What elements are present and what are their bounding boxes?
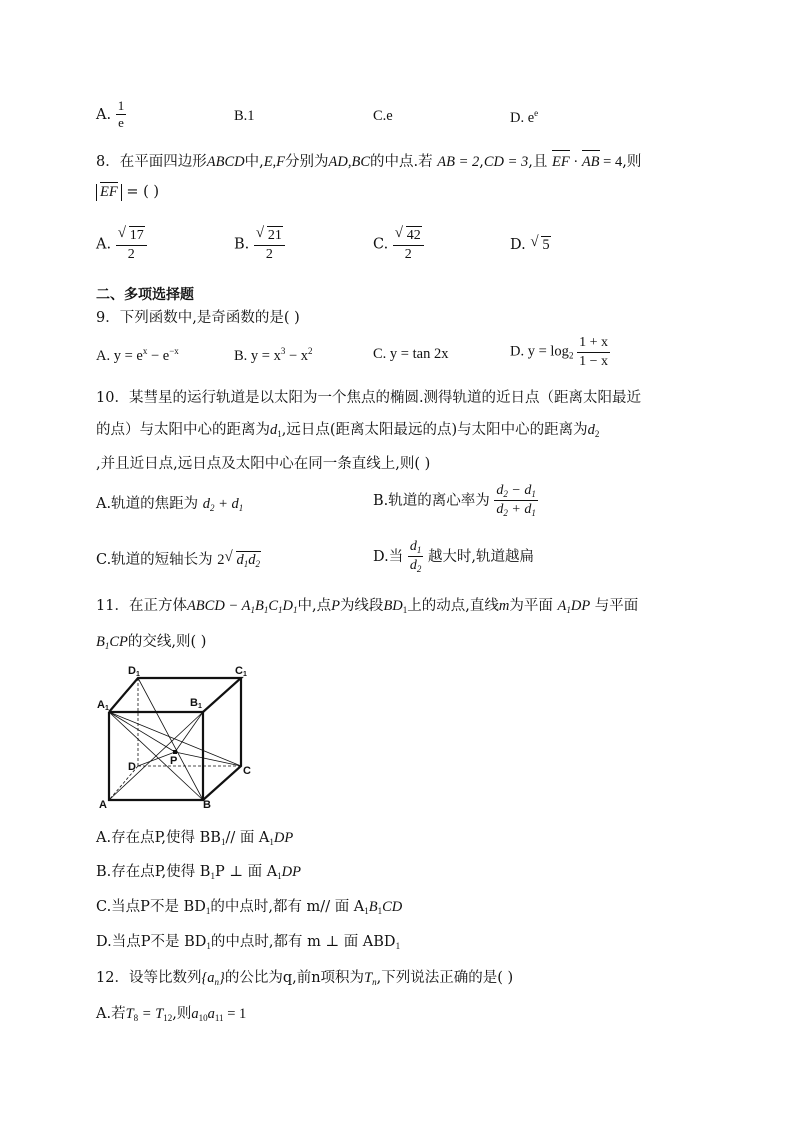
q8-b-rad: 21 bbox=[267, 228, 282, 243]
q11-option-a[interactable]: A.存在点P,使得 $BB_1//$ 面 $A_1DP$ bbox=[96, 830, 294, 847]
q10-c-rad: d bbox=[236, 552, 244, 568]
line-b1-p bbox=[175, 712, 203, 752]
q8-zhong: 中, bbox=[244, 154, 264, 170]
q12-a-eq1: = 1 bbox=[223, 1006, 247, 1022]
q8-abs-ef bbox=[96, 184, 122, 201]
q12-a-prod: a bbox=[191, 1006, 199, 1022]
q8-b-label: B. bbox=[234, 236, 250, 253]
label-d: D bbox=[128, 761, 136, 773]
q9-d-text: D. y = log bbox=[510, 343, 569, 360]
q11-l1d: 上的动点,直线 bbox=[407, 598, 499, 614]
label-d1: D1 bbox=[128, 665, 140, 678]
q8-d-sqrt bbox=[530, 236, 550, 254]
q10-c-text: C.轨道的短轴长为 bbox=[96, 552, 213, 568]
q12-l1b: 的公比为q,前n项积为 bbox=[224, 970, 365, 986]
q7-d-sup: e bbox=[534, 108, 539, 118]
q9-a-text: A. y = e bbox=[96, 348, 143, 364]
q11-cube-figure bbox=[95, 660, 255, 810]
q7-option-d[interactable] bbox=[510, 108, 538, 127]
q10-d-den: d bbox=[409, 558, 417, 574]
q8-c-label: C. bbox=[373, 236, 389, 253]
q8-fenbie: 分别为 bbox=[285, 154, 329, 170]
cube-top-edges bbox=[109, 678, 241, 712]
q10-d-post: 越大时,轨道越扁 bbox=[427, 548, 535, 565]
q11-l1b: 中,点 bbox=[297, 598, 332, 614]
q9-d-den: 1 − x bbox=[579, 353, 608, 369]
q8-d-label: D. bbox=[510, 237, 526, 253]
q8-c-rad: 42 bbox=[406, 228, 421, 243]
q12-stem bbox=[96, 966, 513, 987]
q11-option-d[interactable]: D.当点P不是 $BD_1$的中点时,都有 m ⊥ 面 $ABD_1$ bbox=[96, 934, 401, 951]
q11-l2-tail: 的交线,则( ) bbox=[127, 634, 207, 650]
q12-a-t12-sub: 12 bbox=[163, 1013, 173, 1023]
q7-a-fraction bbox=[116, 98, 127, 132]
q8-vec-ab-text: AB bbox=[581, 154, 600, 170]
q10-d-pre: D.当 bbox=[373, 548, 404, 565]
q12-a-p2: a bbox=[207, 1006, 215, 1022]
q9-option-b[interactable] bbox=[234, 346, 313, 365]
point-p bbox=[173, 750, 177, 754]
q8-a-label: A. bbox=[96, 236, 112, 253]
q8-option-d[interactable] bbox=[510, 236, 551, 254]
q12-a-text: A.若 bbox=[96, 1006, 126, 1022]
q8-a-den: 2 bbox=[127, 246, 135, 262]
line-a1-p bbox=[109, 712, 175, 752]
q10-option-b[interactable] bbox=[373, 482, 538, 520]
q10-d-frac: $\frac{d_1}{d_2}$ bbox=[409, 539, 422, 575]
q11-b-text: B.存在点P,使得 B bbox=[96, 864, 211, 880]
q9-b-text: B. y = x bbox=[234, 348, 281, 364]
label-p: P bbox=[170, 755, 178, 767]
q11-a1dp: A bbox=[557, 598, 567, 614]
q8-d-rad: 5 bbox=[542, 237, 550, 253]
q8-vector-ef bbox=[552, 154, 570, 171]
q11-d-text: D.当点P不是 BD bbox=[96, 934, 207, 950]
q8-a-rad: 17 bbox=[129, 228, 144, 243]
q11-b1cp: B bbox=[96, 634, 105, 650]
q8-midpoint: 的中点.若 bbox=[370, 154, 433, 170]
q8-abs-arrow bbox=[100, 182, 118, 183]
q8-option-c[interactable] bbox=[373, 226, 424, 263]
q11-m: m bbox=[498, 598, 510, 614]
q11-p: P bbox=[331, 598, 340, 614]
q9-d-sub: 2 bbox=[568, 350, 574, 361]
q8-b-frac bbox=[254, 226, 285, 263]
q11-b-tail: P ⊥ 面 A bbox=[214, 864, 278, 880]
q10-option-d[interactable] bbox=[373, 538, 534, 576]
q10-stem-line3: ,并且近日点,远日点及太阳中心在同一条直线上,则( ) bbox=[96, 456, 431, 472]
q8-eq4: = 4 bbox=[599, 154, 623, 170]
q11-cube: ABCD − $A_1B_1C_1D_1$ bbox=[186, 598, 298, 615]
q8-stem-line2 bbox=[96, 184, 159, 201]
q11-c-text: C.当点P不是 BD bbox=[96, 899, 206, 915]
q10-a-expr: $d_2 + d_1$ bbox=[202, 496, 244, 513]
q9-option-a[interactable] bbox=[96, 346, 179, 365]
q9-a-sup1: x bbox=[142, 346, 148, 356]
q12-a-eq: = T bbox=[138, 1006, 164, 1022]
q11-c-tail: 的中点时,都有 m// 面 A bbox=[210, 899, 365, 915]
label-b: B bbox=[203, 799, 211, 810]
q7-d-label: D. e bbox=[510, 110, 535, 126]
q12-l1a: 12．设等比数列 bbox=[96, 970, 202, 986]
q10-c-sqrt: √ $d_1d_2$ bbox=[225, 551, 262, 569]
section-multiple-choice-heading: 二、多项选择题 bbox=[96, 287, 194, 303]
q12-a-p3: 11 bbox=[214, 1013, 224, 1023]
q7-a-label: A. bbox=[96, 106, 112, 123]
q11-a-tail: // 面 A bbox=[225, 830, 270, 846]
q10-stem-line2: 的点）与太阳中心的距离为$d_1$,远日点(距离太阳最远的点)与太阳中心的距离为$d_2$ bbox=[96, 422, 600, 439]
q10-a-text: A.轨道的焦距为 bbox=[96, 496, 199, 512]
q8-abcd: ABCD bbox=[206, 154, 245, 170]
q8-cond1: AB = 2 bbox=[437, 154, 480, 170]
q10-b-num: d bbox=[496, 483, 504, 498]
q11-l1f: 与平面 bbox=[594, 598, 639, 614]
q11-stem-line2: $B_1CP$的交线,则( ) bbox=[96, 634, 207, 651]
q7-option-c[interactable]: C.e bbox=[373, 108, 393, 124]
q11-stem-line1: 11．在正方体ABCD − $A_1B_1C_1D_1$中,点P为线段$BD_1$上的动点,直线m为平面 $A_1DP$ 与平面 bbox=[96, 598, 639, 615]
q8-b-sqrt bbox=[256, 226, 283, 245]
q10-b-text: B.轨道的离心率为 bbox=[373, 492, 490, 509]
q8-vec-arrow-ef bbox=[552, 150, 570, 155]
q12-a-t8-sub: 8 bbox=[133, 1013, 139, 1023]
q7-a-den: e bbox=[118, 115, 124, 131]
q10-stem-line1: 10．某彗星的运行轨道是以太阳为一个焦点的椭圆.测得轨道的近日点（距离太阳最近 bbox=[96, 390, 642, 406]
q11-cube-text: ABCD − A bbox=[186, 598, 251, 614]
q8-prefix: 8．在平面四边形 bbox=[96, 154, 207, 170]
q8-tail: = ( ) bbox=[126, 184, 160, 200]
q11-l1e: 为平面 bbox=[509, 598, 553, 614]
q11-option-c[interactable]: C.当点P不是 $BD_1$的中点时,都有 m// 面 $A_1B_1CD$ bbox=[96, 899, 403, 916]
q8-vector-ab bbox=[582, 154, 600, 171]
q12-a-p1: 10 bbox=[198, 1013, 208, 1023]
q9-option-d[interactable] bbox=[510, 334, 610, 370]
q11-l1a: 11．在正方体 bbox=[96, 598, 187, 614]
q9-a-sup2: −x bbox=[169, 346, 179, 356]
q12-seq-sub: n bbox=[214, 977, 220, 987]
label-c1: C1 bbox=[235, 665, 247, 678]
q12-tn: T bbox=[364, 970, 373, 986]
q8-vec-arrow-ab bbox=[582, 150, 600, 155]
q9-a-mid: − e bbox=[147, 348, 170, 364]
q8-cond2: CD = 3 bbox=[483, 154, 529, 170]
q11-d-tail: 的中点时,都有 m ⊥ 面 ABD bbox=[210, 934, 396, 950]
q9-d-frac bbox=[577, 334, 610, 370]
q12-option-a[interactable] bbox=[96, 1002, 246, 1023]
q10-a-d2: d bbox=[202, 496, 210, 512]
q8-abs-ef-text: EF bbox=[100, 184, 118, 200]
q8-option-b[interactable] bbox=[234, 226, 285, 263]
q12-tn-sub: n bbox=[372, 977, 377, 987]
q7-option-b[interactable]: B.1 bbox=[234, 108, 255, 124]
line-c-p bbox=[175, 752, 241, 766]
q7-a-num: 1 bbox=[116, 98, 127, 115]
q8-dot: · bbox=[569, 154, 582, 170]
q12-l1c: ,下列说法正确的是( ) bbox=[376, 970, 514, 986]
q12-seq-close: } bbox=[219, 970, 225, 986]
q9-b-sup2: 2 bbox=[308, 346, 313, 356]
q9-b-mid: − x bbox=[285, 348, 309, 364]
q8-ze: ,则 bbox=[622, 154, 642, 170]
q12-seq: {a bbox=[201, 970, 215, 986]
q10-b-den: d bbox=[496, 502, 504, 518]
q8-stem-line1 bbox=[96, 150, 641, 171]
q10-c-2: 2 bbox=[217, 552, 225, 568]
q10-line2a: 的点）与太阳中心的距离为 bbox=[96, 422, 270, 438]
q8-adbc: AD,BC bbox=[328, 154, 371, 170]
q8-option-a[interactable] bbox=[96, 226, 147, 263]
q12-a-then: ,则 bbox=[172, 1006, 192, 1022]
q9-stem: 9．下列函数中,是奇函数的是( ) bbox=[96, 310, 300, 326]
q8-a-sqrt bbox=[118, 226, 145, 245]
q10-line2b: ,远日点(距离太阳最远的点)与太阳中心的距离为 bbox=[281, 422, 588, 438]
q9-d-num: 1 + x bbox=[577, 334, 610, 353]
label-a1: A1 bbox=[97, 699, 109, 712]
q10-b-frac: $\frac{d_2 - d_1}{d_2 + d_1}$ bbox=[496, 483, 536, 519]
q8-c-sqrt bbox=[395, 226, 422, 245]
label-b1: B1 bbox=[190, 697, 202, 710]
q11-l1c: 为线段 bbox=[339, 598, 384, 614]
q8-c-frac bbox=[393, 226, 424, 263]
label-c: C bbox=[243, 765, 251, 777]
q8-c-den: 2 bbox=[404, 246, 412, 262]
q10-option-a[interactable] bbox=[96, 492, 243, 513]
q11-a-text: A.存在点P,使得 BB bbox=[96, 830, 221, 846]
q11-bd1: BD bbox=[383, 598, 403, 614]
q9-b-sup1: 3 bbox=[280, 346, 286, 356]
q8-b-den: 2 bbox=[265, 246, 273, 262]
q8-comma: , bbox=[479, 154, 484, 170]
q10-d2: d bbox=[587, 422, 595, 438]
q12-a-t8: T bbox=[125, 1006, 134, 1022]
q7-option-a[interactable] bbox=[96, 98, 126, 132]
q8-a-frac bbox=[116, 226, 147, 263]
q8-vec-ef-text: EF bbox=[552, 154, 570, 170]
q10-option-c[interactable] bbox=[96, 548, 261, 569]
label-a: A bbox=[99, 799, 107, 810]
q10-d1: d bbox=[270, 422, 278, 438]
q10-d-num: d bbox=[409, 539, 417, 554]
q8-ef: E,F bbox=[263, 154, 286, 170]
q8-qie: ,且 bbox=[528, 154, 548, 170]
q9-option-c[interactable]: C. y = tan 2x bbox=[373, 346, 449, 362]
q11-option-b[interactable]: B.存在点P,使得 $B_1P$ ⊥ 面 $A_1DP$ bbox=[96, 864, 302, 881]
